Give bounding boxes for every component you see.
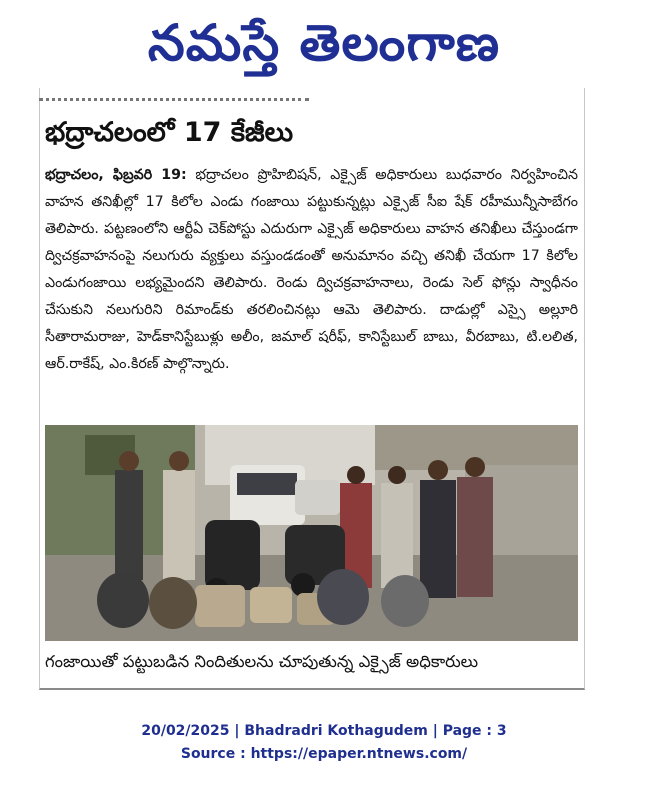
edition-info: 20/02/2025 | Bhadradri Kothagudem | Page : 3	[141, 723, 507, 739]
article-body	[45, 162, 578, 412]
clipping-cut-edge	[39, 98, 309, 107]
newspaper-masthead: నమస్తే తెలంగాణ	[147, 14, 501, 72]
article-body-text: భద్రాచలం ప్రొహిబిషన్, ఎక్సైజ్ అధికారులు బుధవారం నిర్వహించిన వాహన తనిఖీల్లో 17 కిలోల ఎండు గంజాయి పట్టుకున్నట్లు ఎక్సైజ్ సీఐ షేక్ రహీమున్నీసాబేగం తెలిపారు. పట్టణంలోని ఆర్టీఏ చెక్‌పోస్టు ఎదురుగా ఎక్సైజ్ అధికారులు వాహన తనిఖీలు చేస్తుండగా ద్విచక్రవాహనంపై నలుగురు వ్యక్తులు వస్తుండడంతో అనుమానం వచ్చి తనిఖీ చేయగా 17 కిలోల ఎండుగంజాయి లభ్యమైందని తెలిపారు. రెండు ద్విచక్రవాహనాలు, రెండు సెల్ ఫోన్లు స్వాధీనం చేసుకుని నలుగురిని రిమాండ్‌కు తరలించినట్లు ఆమె తెలిపారు. దాడుల్లో ఎస్సై అల్లూరి సీతారామరాజు, హెడ్‌కానిస్టేబుళ్లు అలీం, జమాల్ షరీఫ్, కానిస్టేబుల్ బాబు, వీరబాబు, టి.లలిత, ఆర్.రాకేష్, ఎం.కిరణ్ పాల్గొన్నారు.	[45, 167, 578, 372]
source-link[interactable]: Source : https://epaper.ntnews.com/	[180, 746, 468, 762]
article-headline: భద్రాచలంలో 17 కేజీలు	[45, 117, 294, 148]
article-photo-illustration	[45, 425, 578, 641]
article-dateline: భద్రాచలం, ఫిబ్రవరి 19:	[45, 167, 187, 183]
photo-caption: గంజాయితో పట్టుబడిన నిందితులను చూపుతున్న ఎక్సైజ్ అధికారులు	[45, 652, 479, 671]
article-photo	[45, 425, 578, 641]
